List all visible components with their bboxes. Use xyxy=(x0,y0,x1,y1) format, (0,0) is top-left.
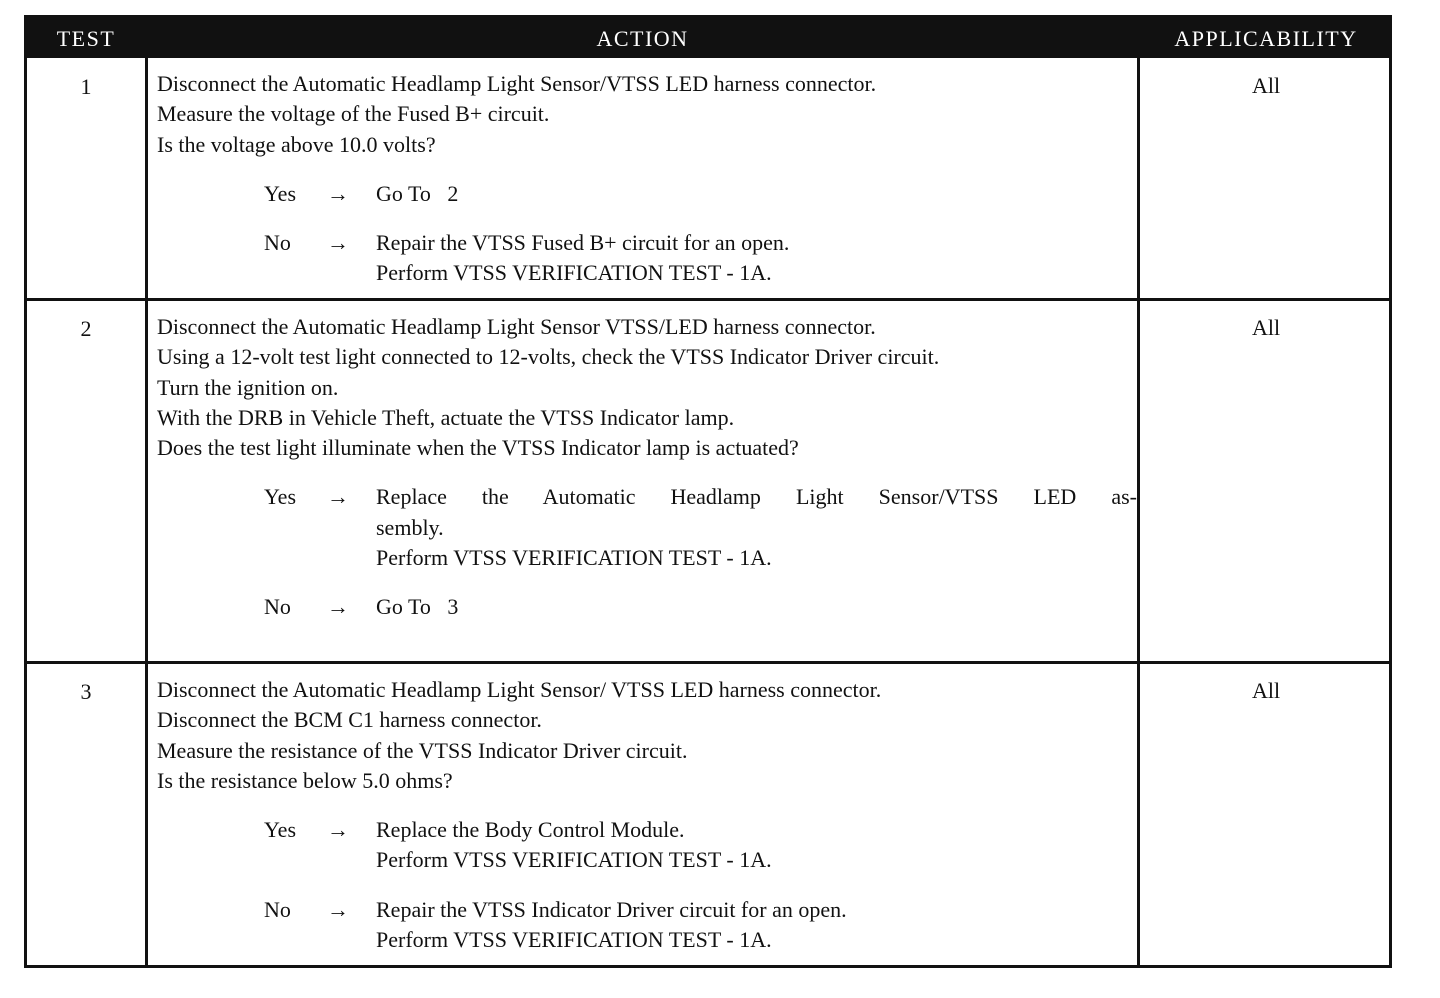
test-number: 3 xyxy=(80,679,92,704)
no-outcome xyxy=(157,592,1137,622)
no-label: No xyxy=(264,230,291,256)
column-divider xyxy=(1137,58,1140,965)
action-step: With the DRB in Vehicle Theft, actuate the VTSS Indicator lamp. xyxy=(157,404,735,430)
arrow-icon: → xyxy=(327,230,349,256)
action-step: Is the resistance below 5.0 ohms? xyxy=(157,767,453,793)
no-label: No xyxy=(264,594,291,620)
outcome-line: Perform VTSS VERIFICATION TEST - 1A. xyxy=(376,545,772,571)
arrow-icon: → xyxy=(327,594,349,620)
action-step: Disconnect the Automatic Headlamp Light Sensor/VTSS LED harness connector. xyxy=(157,71,877,96)
action-step: Disconnect the Automatic Headlamp Light Sensor/ VTSS LED harness connector. xyxy=(157,677,882,702)
action-step: Is the voltage above 10.0 volts? xyxy=(157,131,436,157)
arrow-icon: → xyxy=(327,180,349,206)
outcome-line: sembly. xyxy=(376,514,444,540)
outcome-line: Replace the Automatic Headlamp Light Sensor/VTSS LED as- xyxy=(376,484,1137,510)
test-action xyxy=(157,69,1137,289)
action-step: Disconnect the Automatic Headlamp Light Sensor VTSS/LED harness connector. xyxy=(157,314,876,339)
diagnostic-test-table xyxy=(24,15,1392,968)
yes-outcome xyxy=(157,482,1137,573)
test-number: 1 xyxy=(80,74,92,99)
no-label: No xyxy=(264,896,291,922)
yes-outcome xyxy=(157,815,1137,876)
yes-outcome xyxy=(157,179,1137,209)
outcome-line: Perform VTSS VERIFICATION TEST - 1A. xyxy=(376,927,772,953)
yes-label: Yes xyxy=(264,484,297,510)
outcome-line: Perform VTSS VERIFICATION TEST - 1A. xyxy=(376,847,772,873)
header-action: ACTION xyxy=(596,26,689,51)
no-outcome xyxy=(157,895,1137,956)
applicability-value: All xyxy=(1251,73,1281,98)
action-step: Turn the ignition on. xyxy=(157,374,339,400)
outcome-line: Go To 3 xyxy=(376,594,459,620)
action-step: Disconnect the BCM C1 harness connector. xyxy=(157,707,542,733)
table-header xyxy=(27,18,1389,58)
action-step: Does the test light illuminate when the VTSS Indicator lamp is actuated? xyxy=(157,435,799,461)
action-step: Measure the voltage of the Fused B+ circuit. xyxy=(157,101,550,127)
column-divider xyxy=(145,58,148,965)
header-applicability: APPLICABILITY xyxy=(1174,26,1358,51)
applicability-value: All xyxy=(1251,315,1281,340)
test-action xyxy=(157,312,1137,623)
row-divider xyxy=(27,661,1389,664)
test-number: 2 xyxy=(80,316,92,341)
outcome-line: Replace the Body Control Module. xyxy=(376,817,685,843)
row-divider xyxy=(27,298,1389,301)
arrow-icon: → xyxy=(327,484,349,510)
outcome-line: Repair the VTSS Fused B+ circuit for an open. xyxy=(376,230,790,256)
header-test: TEST xyxy=(56,26,116,51)
action-step: Measure the resistance of the VTSS Indicator Driver circuit. xyxy=(157,737,688,763)
yes-label: Yes xyxy=(264,180,297,206)
test-action xyxy=(157,675,1137,955)
arrow-icon: → xyxy=(327,817,349,843)
outcome-line: Perform VTSS VERIFICATION TEST - 1A. xyxy=(376,260,772,286)
applicability-value: All xyxy=(1251,678,1281,703)
no-outcome xyxy=(157,228,1137,289)
arrow-icon: → xyxy=(327,896,349,922)
yes-label: Yes xyxy=(264,817,297,843)
outcome-line: Repair the VTSS Indicator Driver circuit for an open. xyxy=(376,896,847,922)
outcome-line: Go To 2 xyxy=(376,180,459,206)
action-step: Using a 12-volt test light connected to 12-volts, check the VTSS Indicator Driver circuit. xyxy=(157,344,940,370)
